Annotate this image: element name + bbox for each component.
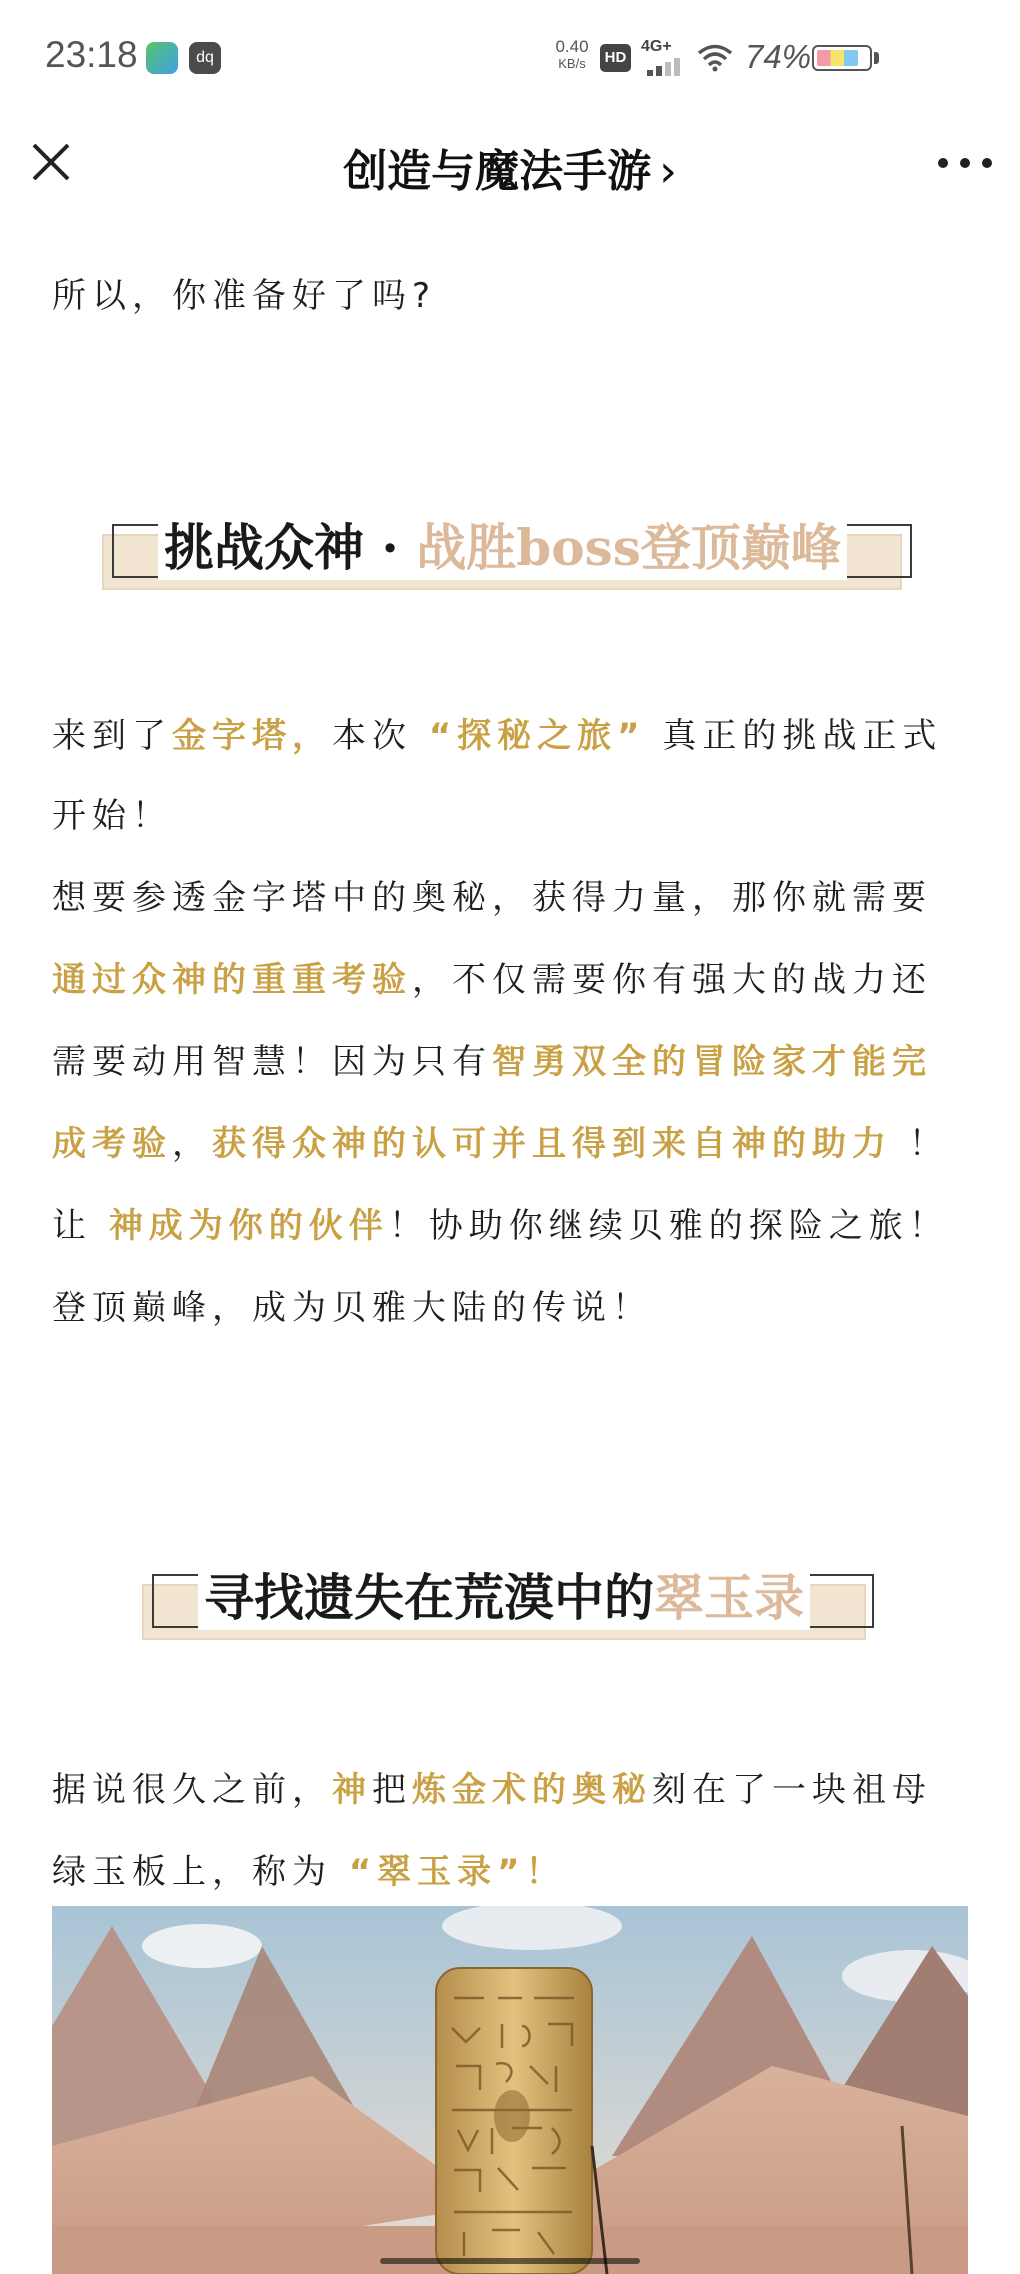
network-speed: 0.40 KB/s: [555, 37, 589, 71]
paragraph-intro-end: 所以，你准备好了吗?: [52, 276, 437, 316]
heading-dark-text: 寻找遗失在荒漠中的: [204, 1568, 654, 1627]
paragraph-line: 绿玉板上，称为 “翠玉录”！: [52, 1852, 566, 1892]
close-icon[interactable]: [28, 139, 74, 185]
section-heading-challenge-gods: [102, 520, 912, 590]
account-title-link[interactable]: [200, 135, 820, 199]
signal-4g-icon: 4G+: [641, 38, 689, 76]
paragraph-line: 来到了金字塔，本次 “探秘之旅” 真正的挑战正式: [52, 716, 943, 756]
heading-light-text: 翠玉录: [654, 1568, 804, 1627]
app-notification-icon: [146, 42, 178, 74]
paragraph-line: 据说很久之前，神把炼金术的奥秘刻在了一块祖母: [52, 1770, 932, 1810]
heading-light-text: 战胜boss登顶巅峰: [416, 518, 841, 577]
home-indicator[interactable]: [380, 2258, 640, 2264]
paragraph-line: 想要参透金字塔中的奥秘，获得力量，那你就需要: [52, 878, 932, 918]
paragraph-line: 开始！: [52, 796, 172, 836]
top-navigation-bar: [0, 115, 1020, 225]
paragraph-line: 通过众神的重重考验，不仅需要你有强大的战力还: [52, 960, 932, 1000]
page-title: 创造与魔法手游: [343, 146, 652, 197]
app-notification-icon: dq: [189, 42, 221, 74]
hd-icon: HD: [600, 44, 631, 72]
status-bar: [0, 0, 1020, 115]
paragraph-line: 让 神成为你的伙伴！协助你继续贝雅的探险之旅！: [52, 1206, 949, 1246]
paragraph-line: 需要动用智慧！因为只有智勇双全的冒险家才能完: [52, 1042, 932, 1082]
paragraph-line: 登顶巅峰，成为贝雅大陆的传说！: [52, 1288, 652, 1328]
status-time: 23:18: [45, 34, 138, 75]
battery-tip: [874, 52, 879, 64]
battery-percentage: 74%: [745, 38, 812, 75]
battery-icon: [812, 45, 872, 71]
section-heading-emerald-tablet: [142, 1570, 882, 1640]
more-icon[interactable]: [938, 153, 994, 173]
chevron-right-icon: ›: [659, 146, 677, 197]
paragraph-line: 成考验，获得众神的认可并且得到来自神的助力 ！: [52, 1124, 949, 1164]
desert-stele-artwork: [52, 1906, 968, 2274]
heading-dark-text: 挑战众神 ·: [164, 518, 417, 577]
wifi-icon: [697, 44, 733, 72]
